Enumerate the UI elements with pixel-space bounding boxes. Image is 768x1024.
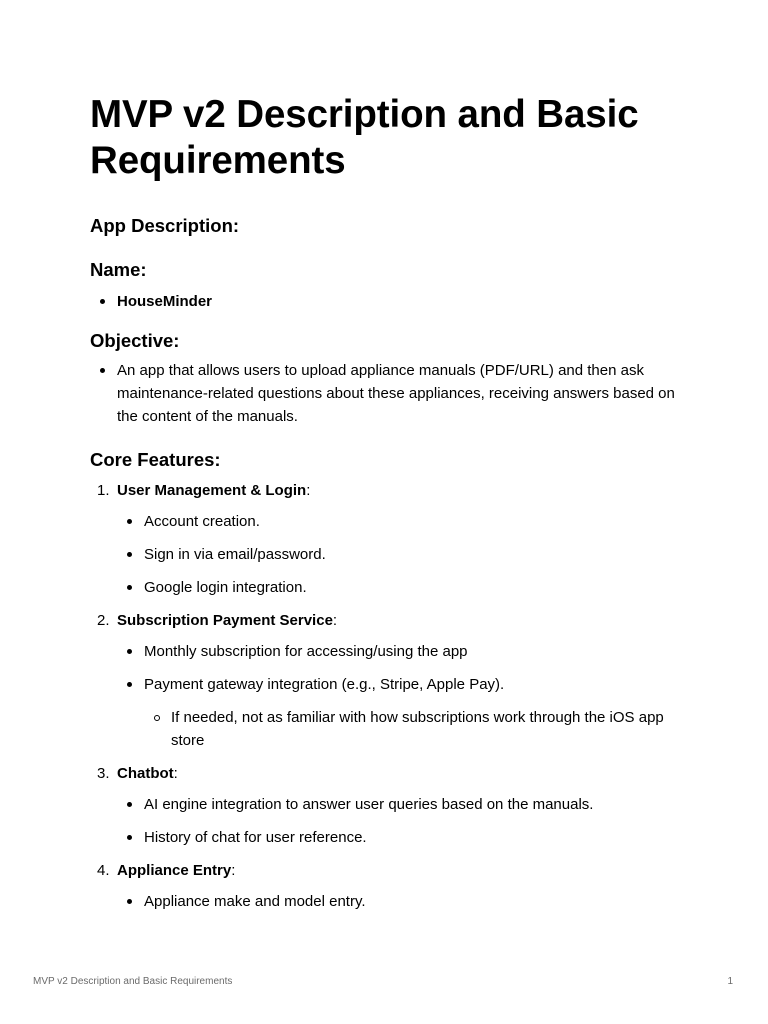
list-item [117,543,690,566]
bullet-icon [127,585,132,590]
list-item-text: AI engine integration to answer user queries based on the manuals. [144,796,594,813]
feature-sublist [117,890,690,913]
feature-title: User Management & Login [117,482,307,499]
feature-number: 1. [97,482,110,499]
list-item [117,673,690,752]
list-item-text: If needed, not as familiar with how subscriptions work through the iOS app store [171,709,664,749]
list-item [117,826,690,849]
bullet-icon [100,299,105,304]
bullet-icon [100,368,105,373]
list-item-text: Account creation. [144,513,260,530]
app-name: HouseMinder [117,293,213,310]
list-item-text: Payment gateway integration (e.g., Stripe, Apple Pay). [144,676,505,693]
list-item-text: Monthly subscription for accessing/using the app [144,643,468,660]
bullet-icon [127,835,132,840]
footer-page-number: 1 [727,976,733,987]
bullet-icon [127,899,132,904]
feature-sublist [117,793,690,849]
feature-number: 4. [97,862,110,879]
feature-suffix: : [306,482,311,499]
list-item-text: Google login integration. [144,579,307,596]
list-item [117,576,690,599]
list-item [144,706,690,752]
document-page [90,92,690,923]
bullet-icon [127,552,132,557]
core-features-list [90,479,690,913]
objective-list [90,359,690,428]
feature-title: Appliance Entry [117,862,232,879]
list-item [90,290,690,313]
list-item-text: Appliance make and model entry. [144,893,366,910]
list-item [90,359,690,428]
feature-item [90,859,690,913]
feature-sublist [117,510,690,599]
list-item-text: History of chat for user reference. [144,829,367,846]
bullet-icon [127,682,132,687]
bullet-icon [127,802,132,807]
feature-sublist [117,640,690,752]
document-title: MVP v2 Description and Basic Requirements [90,93,639,182]
nested-sublist [144,706,690,752]
feature-item [90,609,690,752]
list-item [117,510,690,533]
app-description-heading: App Description: [90,215,240,236]
feature-title: Subscription Payment Service [117,612,333,629]
feature-suffix: : [332,612,338,629]
feature-title: Chatbot [117,765,174,782]
bullet-icon [127,649,132,654]
list-item-text: Sign in via email/password. [144,546,326,563]
feature-number: 3. [97,765,110,782]
feature-suffix: : [231,862,236,879]
feature-item [90,762,690,849]
feature-number: 2. [97,612,110,629]
footer-document-title: MVP v2 Description and Basic Requirements [33,976,233,987]
hollow-bullet-icon [154,715,160,721]
objective-text: An app that allows users to upload appliance manuals (PDF/URL) and then ask maintenance-related questions about these appliances, receiving answers based on the content of the manuals. [117,362,675,425]
name-list [90,290,690,313]
list-item [117,640,690,663]
core-features-heading: Core Features: [90,449,221,470]
list-item [117,890,690,913]
objective-heading: Objective: [90,330,180,351]
feature-suffix: : [173,765,178,782]
bullet-icon [127,519,132,524]
list-item [117,793,690,816]
name-heading: Name: [90,259,147,280]
feature-item [90,479,690,599]
